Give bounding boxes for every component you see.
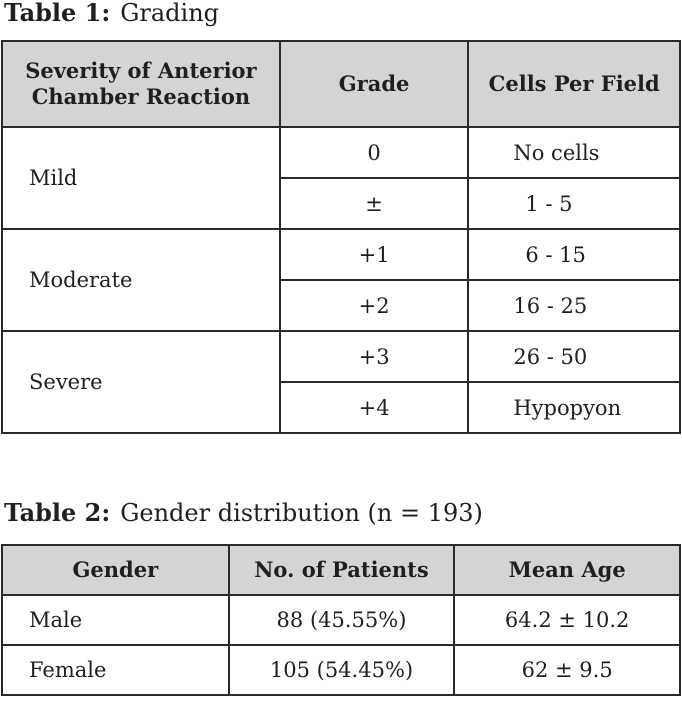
table-row	[2, 595, 680, 645]
table1-caption	[4, 0, 219, 27]
patients-cell: 105 (54.45%)	[229, 645, 455, 695]
header-gender: Gender	[2, 545, 229, 595]
table2-caption	[4, 499, 483, 527]
table1-caption-text: Grading	[120, 0, 220, 27]
gender-cell: Female	[2, 645, 229, 695]
grade-cell: +4	[280, 382, 469, 433]
header-cells-per-field: Cells Per Field	[468, 41, 680, 127]
patients-cell: 88 (45.55%)	[229, 595, 455, 645]
gender-distribution-table	[1, 544, 681, 696]
header-no-of-patients: No. of Patients	[229, 545, 455, 595]
table2-caption-label: Table 2:	[4, 498, 111, 527]
cells-per-field-cell: 6 - 15	[468, 229, 680, 280]
table-row	[2, 229, 680, 280]
table-row	[2, 645, 680, 695]
cells-per-field-cell: No cells	[468, 127, 680, 178]
grade-cell: +1	[280, 229, 469, 280]
header-grade: Grade	[280, 41, 469, 127]
table1-caption-label: Table 1:	[4, 0, 111, 27]
table-header-row	[2, 41, 680, 127]
cells-per-field-cell: 26 - 50	[468, 331, 680, 382]
grading-table	[1, 40, 681, 434]
gender-cell: Male	[2, 595, 229, 645]
table2-caption-text: Gender distribution (n = 193)	[120, 499, 483, 527]
cells-per-field-cell: 16 - 25	[468, 280, 680, 331]
cells-per-field-cell: Hypopyon	[468, 382, 680, 433]
header-mean-age: Mean Age	[454, 545, 680, 595]
severity-cell-severe: Severe	[2, 331, 280, 433]
grade-cell: +3	[280, 331, 469, 382]
severity-cell-moderate: Moderate	[2, 229, 280, 331]
grade-cell: ±	[280, 178, 469, 229]
table-row	[2, 331, 680, 382]
grade-cell: 0	[280, 127, 469, 178]
table-row	[2, 127, 680, 178]
grade-cell: +2	[280, 280, 469, 331]
severity-cell-mild: Mild	[2, 127, 280, 229]
mean-age-cell: 64.2 ± 10.2	[454, 595, 680, 645]
table-header-row	[2, 545, 680, 595]
mean-age-cell: 62 ± 9.5	[454, 645, 680, 695]
header-severity: Severity of Anterior Chamber Reaction	[2, 41, 280, 127]
cells-per-field-cell: 1 - 5	[468, 178, 680, 229]
